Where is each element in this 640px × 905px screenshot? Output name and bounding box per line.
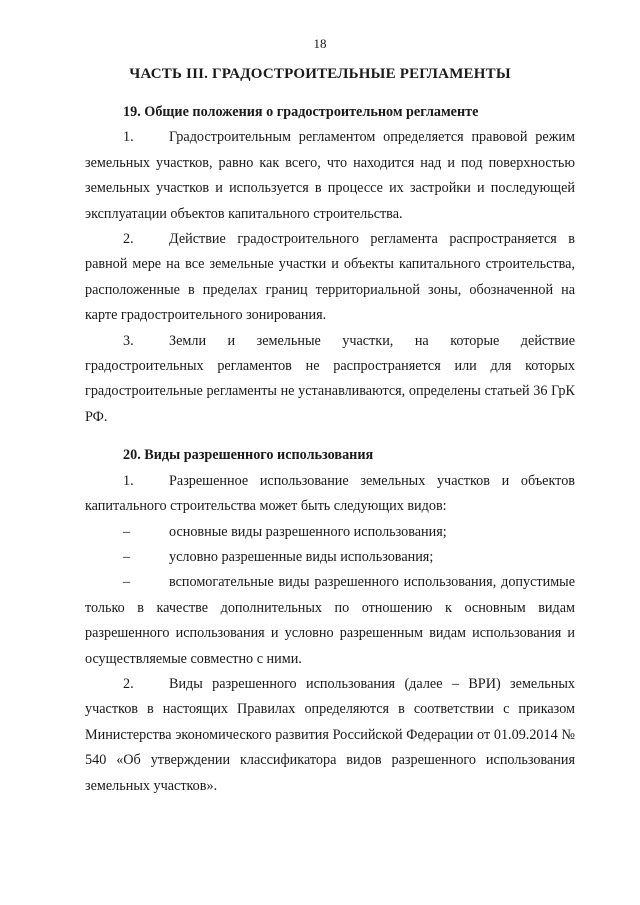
- list-dash: –: [123, 574, 131, 591]
- paragraph-number: 1.: [123, 129, 134, 146]
- paragraph: [85, 125, 575, 227]
- paragraph: [85, 469, 575, 520]
- part-title: ЧАСТЬ III. ГРАДОСТРОИТЕЛЬНЫЕ РЕГЛАМЕНТЫ: [129, 66, 511, 82]
- list-dash: –: [123, 523, 131, 540]
- list-item-text: условно разрешенные виды использования;: [169, 548, 434, 565]
- list-dash: –: [123, 548, 131, 565]
- page-number: 18: [313, 36, 327, 51]
- paragraph-text: Земли и земельные участки, на которые действие градостроительных регламентов не распространяется или для которых градостроительные регламенты не устанавливаются, определены статьей 36 ГрК РФ.: [85, 332, 575, 425]
- paragraph: [85, 672, 575, 799]
- paragraph-number: 1.: [123, 472, 134, 489]
- section-title: 20. Виды разрешенного использования: [123, 447, 374, 464]
- paragraph-text: Разрешенное использование земельных участков и объектов капитального строительства может быть следующих видов:: [85, 472, 575, 515]
- paragraph-number: 2.: [123, 675, 134, 692]
- paragraph-text: Градостроительным регламентом определяется правовой режим земельных участков, равно как всего, что находится над и под поверхностью земельных участков и используется в процессе их застройки и последующей эксплуатации объектов капитального строительства.: [85, 129, 575, 222]
- list-item: [85, 520, 575, 545]
- list-item: [85, 570, 575, 672]
- paragraph: [85, 329, 575, 431]
- section-title: 19. Общие положения о градостроительном регламенте: [123, 104, 479, 120]
- document-body: [85, 100, 575, 799]
- paragraph: [85, 227, 575, 329]
- paragraph-number: 3.: [123, 332, 134, 349]
- paragraph-number: 2.: [123, 231, 134, 248]
- paragraph-text: Действие градостроительного регламента распространяется в равной мере на все земельные участки и объекты капитального строительства, расположенные в пределах границ территориальной зоны, обозначенной на карте градостроительного зонирования.: [85, 231, 575, 324]
- paragraph-text: Виды разрешенного использования (далее – ВРИ) земельных участков в настоящих Правилах определяются в соответствии с приказом Министерства экономического развития Российской Федерации от 01.09.2014 № 540 «Об утверждении классификатора видов разрешенного использования земельных участков».: [85, 675, 575, 794]
- list-item-text: основные виды разрешенного использования;: [169, 523, 447, 540]
- list-item-text: вспомогательные виды разрешенного использования, допустимые только в качестве дополнительных по отношению к основным видам разрешенного использования и условно разрешенным видам использования и осуществляемые совместно с ними.: [85, 574, 575, 667]
- list-item: [85, 545, 575, 570]
